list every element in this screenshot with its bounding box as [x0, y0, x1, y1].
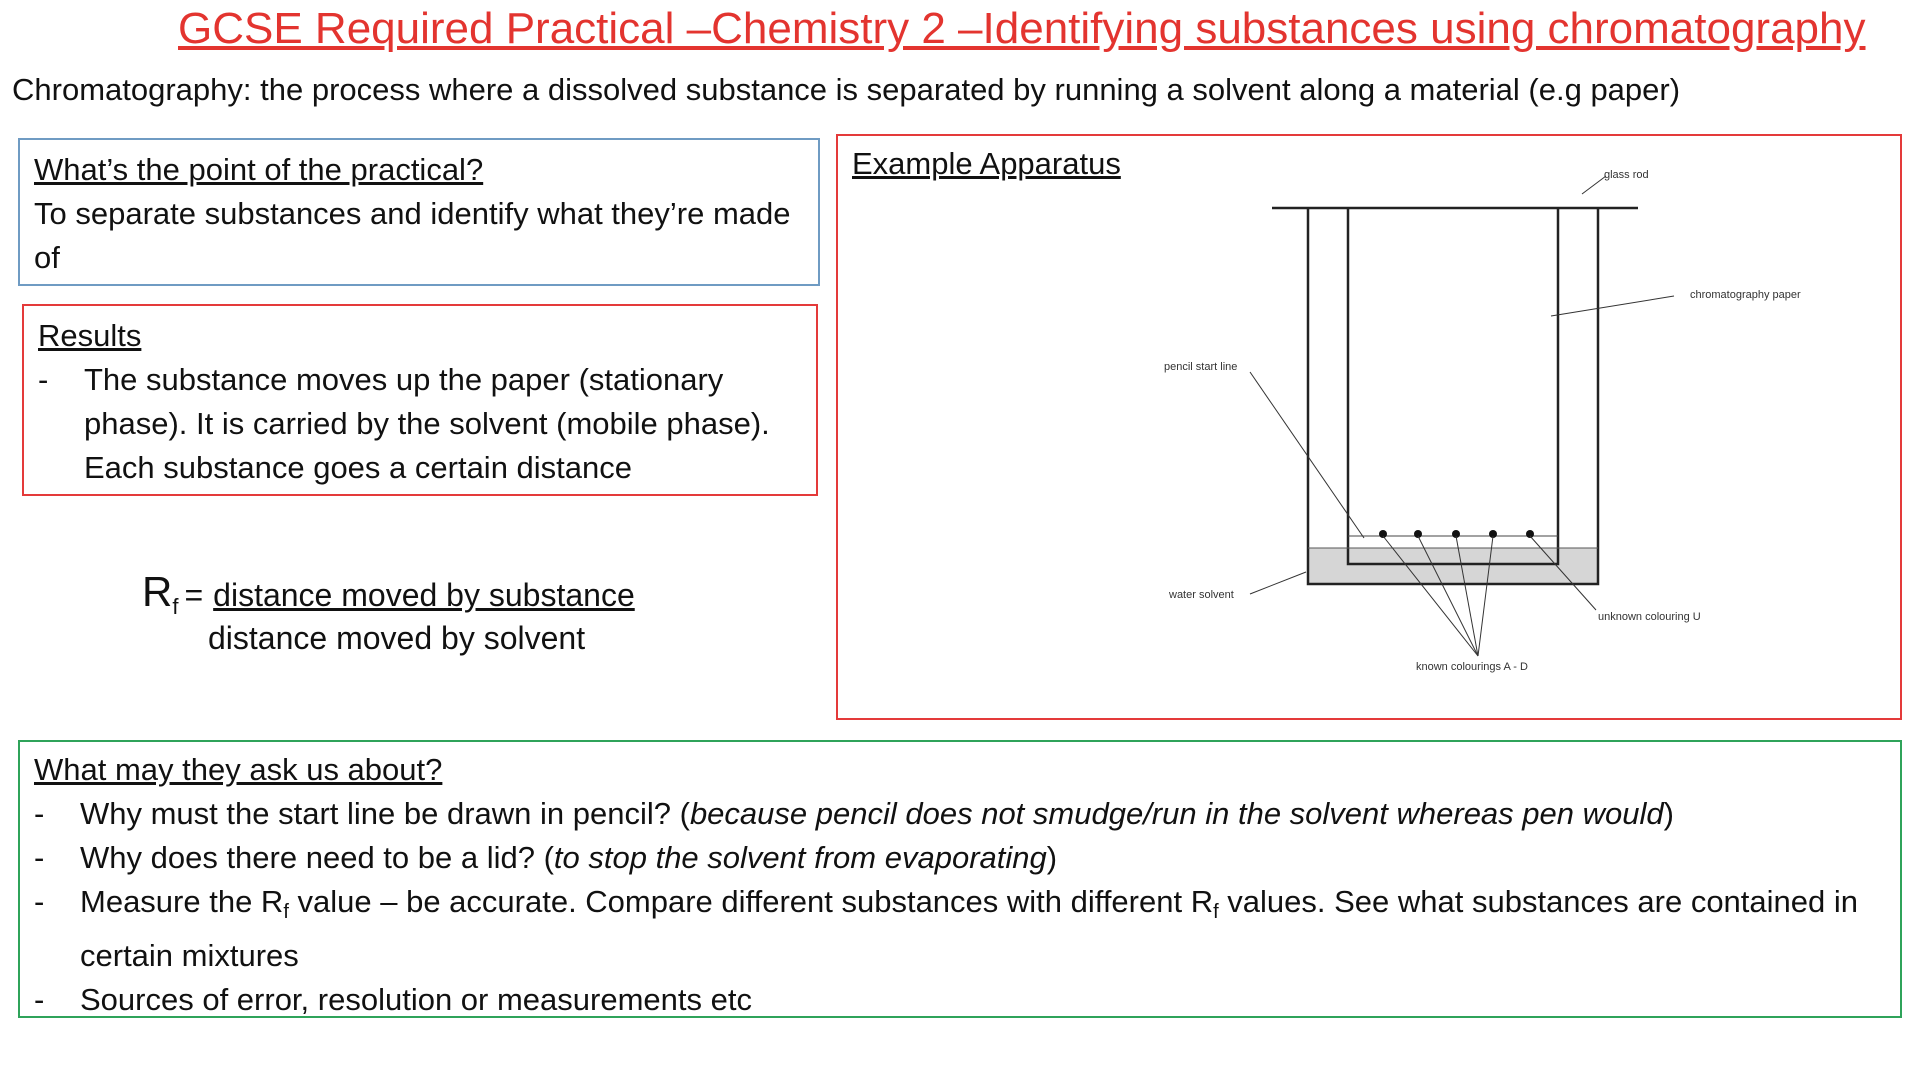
- rf-formula: [142, 568, 635, 657]
- q3-part-a: Measure the R: [80, 884, 284, 919]
- bullet-dash: -: [34, 796, 45, 831]
- q3-sub-1: f: [283, 901, 289, 923]
- q2-answer: to stop the solvent from evaporating: [553, 840, 1047, 875]
- label-known-colourings: known colourings A - D: [1416, 661, 1528, 673]
- point-body: To separate substances and identify what they’re made of: [34, 196, 791, 275]
- q4-text: Sources of error, resolution or measurements etc: [80, 982, 752, 1017]
- chromatography-diagram: [838, 136, 1900, 718]
- rf-denominator: distance moved by solvent: [208, 620, 586, 656]
- results-bullet-text: The substance moves up the paper (stationary phase). It is carried by the solvent (mobile phase). Each substance goes a certain distance: [84, 362, 770, 485]
- questions-heading: What may they ask us about?: [34, 752, 443, 787]
- rf-subscript: f: [172, 594, 179, 619]
- q2-close: ): [1046, 840, 1058, 875]
- rf-symbol: R: [142, 568, 173, 615]
- leader-water: [1250, 572, 1306, 594]
- q3-sub-2: f: [1213, 901, 1219, 923]
- q1-answer: because pencil does not smudge/run in the solvent whereas pen would: [689, 796, 1664, 831]
- point-heading: What’s the point of the practical?: [34, 152, 484, 187]
- chromatography-paper: [1348, 208, 1558, 564]
- page-title: GCSE Required Practical –Chemistry 2 –Identifying substances using chromatography: [178, 4, 1866, 53]
- bullet-dash: -: [38, 362, 49, 397]
- apparatus-box: [836, 134, 1902, 720]
- solvent-fill: [1308, 548, 1598, 584]
- label-pencil-start-line: pencil start line: [1164, 361, 1238, 373]
- question-item: [34, 880, 1860, 978]
- label-unknown-colouring: unknown colouring U: [1598, 611, 1701, 623]
- apparatus-heading: Example Apparatus: [852, 146, 1121, 181]
- q3-part-b: value – be accurate. Compare different substances with different R: [288, 884, 1214, 919]
- spot-u: [1526, 530, 1534, 538]
- leader-glass-rod: [1582, 176, 1606, 194]
- q2-text: Why does there need to be a lid? (: [80, 840, 554, 875]
- label-glass-rod: glass rod: [1604, 169, 1649, 181]
- label-chromatography-paper: chromatography paper: [1690, 289, 1801, 301]
- questions-box: [18, 740, 1902, 1018]
- beaker-outline: [1308, 208, 1598, 584]
- bullet-dash: -: [34, 884, 45, 919]
- point-box: [18, 138, 820, 286]
- results-box: [22, 304, 818, 496]
- bullet-dash: -: [34, 840, 45, 875]
- definition-text: Chromatography: the process where a dissolved substance is separated by running a solvent along a material (e.g paper): [12, 72, 1681, 107]
- leader-paper: [1551, 296, 1674, 316]
- results-heading: Results: [38, 318, 142, 353]
- rf-numerator: distance moved by substance: [213, 577, 635, 613]
- bullet-dash: -: [34, 982, 45, 1017]
- label-water-solvent: water solvent: [1169, 589, 1234, 601]
- question-item: [34, 978, 1886, 1022]
- q3-part-c: values. See what substances are contained in certain mixtures: [80, 884, 1859, 973]
- q1-text: Why must the start line be drawn in pencil? (: [80, 796, 690, 831]
- q1-close: ): [1663, 796, 1674, 831]
- question-item: [34, 792, 1886, 836]
- results-bullet: [38, 358, 814, 490]
- rf-equals: =: [184, 577, 204, 613]
- question-item: [34, 836, 1886, 880]
